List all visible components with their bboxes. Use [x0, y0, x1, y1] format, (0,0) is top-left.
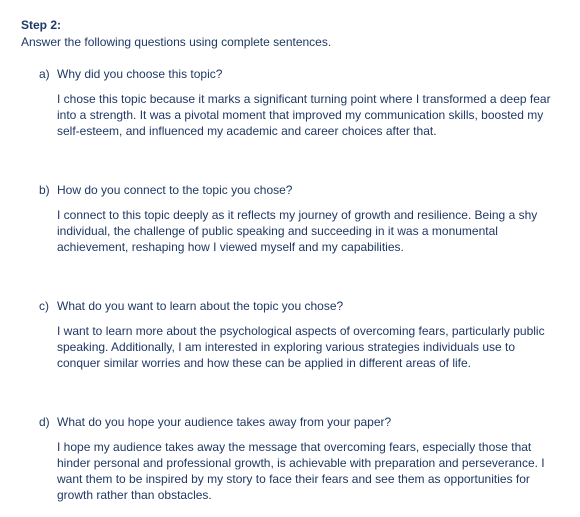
question-letter: d): [39, 415, 50, 429]
answer-text: I connect to this topic deeply as it reflects my journey of growth and resilience. Being a shy individual, the challenge of public speaking and succeeding in it was a monumental achievement, reshaping how I viewed myself and my capabilities.: [57, 208, 538, 254]
question-text: How do you connect to the topic you chose?: [57, 183, 293, 197]
question-letter: a): [39, 67, 50, 81]
answer-text: I hope my audience takes away the message that overcoming fears, especially those that hinder personal and professional growth, is achievable with preparation and perseverance. I want them to be inspired by my story to face their fears and see them as opportunities for growth rather than obstacles.: [57, 440, 545, 502]
step-instructions: Answer the following questions using complete sentences.: [21, 35, 332, 49]
question-item-b: [21, 183, 570, 255]
question-text: What do you hope your audience takes away from your paper?: [57, 415, 392, 429]
question-list: [21, 67, 570, 503]
question-letter: b): [39, 183, 50, 197]
answer-text: I chose this topic because it marks a significant turning point where I transformed a deep fear into a strength. It was a pivotal moment that improved my communication skills, boosted my self-esteem, and influenced my academic and career choices after that.: [57, 92, 551, 138]
question-text: Why did you choose this topic?: [57, 67, 223, 81]
step-title: Step 2:: [21, 18, 62, 32]
question-text: What do you want to learn about the topic you chose?: [57, 299, 344, 313]
question-item-c: [21, 299, 570, 371]
question-item-d: [21, 415, 570, 503]
question-letter: c): [39, 299, 49, 313]
answer-text: I want to learn more about the psychological aspects of overcoming fears, particularly public speaking. Additionally, I am interested in exploring various strategies individuals use to conquer similar worries and how these can be applied in different areas of life.: [57, 324, 545, 370]
question-item-a: [21, 67, 570, 139]
